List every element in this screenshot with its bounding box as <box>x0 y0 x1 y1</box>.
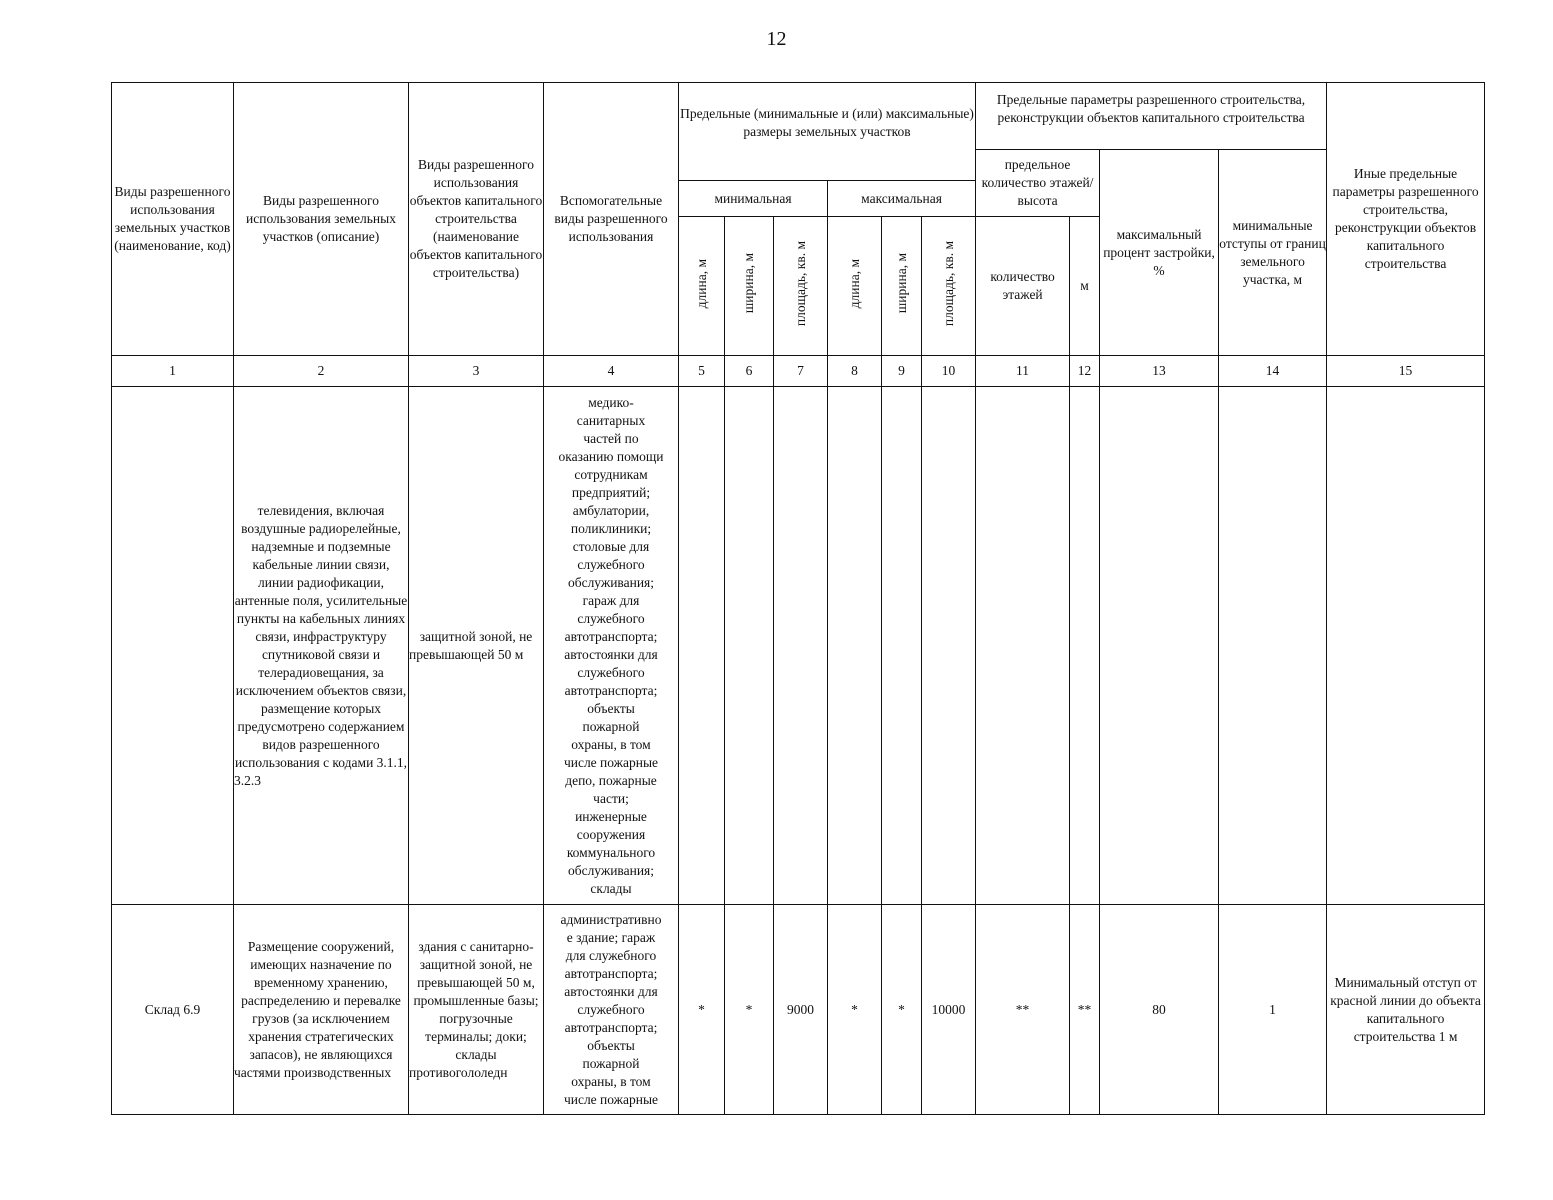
column-number: 11 <box>976 356 1070 387</box>
row-auxiliary-use: медико- санитарных частей по оказанию помощи сотрудникам предприятий; амбулатории, поликлиники; столовые для служебного обслуживания; гараж для служебного автотранспорта; автостоянки для служебного автотранспорта; объекты пожарной охраны, в том числе пожарные депо, пожарные части; инженерные сооружения коммунального обслуживания; склады <box>544 387 679 905</box>
row-min-area <box>774 387 828 905</box>
row-land-use-kind: Склад 6.9 <box>112 905 234 1115</box>
row-floors-count: ** <box>976 905 1070 1115</box>
column-number: 3 <box>409 356 544 387</box>
row-max-build-percent <box>1100 387 1219 905</box>
header-floors-count: количество этажей <box>976 217 1070 356</box>
row-floors-count <box>976 387 1070 905</box>
row-min-area: 9000 <box>774 905 828 1115</box>
header-land-use-kinds: Виды разрешенного использования земельных участков (наименование, код) <box>112 83 234 356</box>
column-number: 12 <box>1070 356 1100 387</box>
row-min-setback: 1 <box>1219 905 1327 1115</box>
table-row <box>112 387 1485 905</box>
header-max-build-percent: максимальный процент застройки, % <box>1100 150 1219 356</box>
row-max-build-percent: 80 <box>1100 905 1219 1115</box>
row-max-area <box>922 387 976 905</box>
header-min-width: ширина, м <box>725 217 774 356</box>
row-building-use-kinds: защитной зоной, не превышающей 50 м <box>409 387 544 905</box>
row-building-use-kinds: здания с санитарно-защитной зоной, не превышающей 50 м, промышленные базы; погрузочные терминалы; доки; склады противогололедн <box>409 905 544 1115</box>
header-floors-height: предельное количество этажей/высота <box>976 150 1100 217</box>
table-row <box>112 905 1485 1115</box>
page-number: 12 <box>766 28 787 50</box>
row-min-length <box>679 387 725 905</box>
column-number: 4 <box>544 356 679 387</box>
header-other-params: Иные предельные параметры разрешенного строительства, реконструкции объектов капитального строительства <box>1327 83 1485 356</box>
row-land-use-description: Размещение сооружений, имеющих назначение по временному хранению, распределению и перевалке грузов (за исключением хранения стратегических запасов), не являющихся частями производственных <box>234 905 409 1115</box>
row-max-area: 10000 <box>922 905 976 1115</box>
row-land-use-kind <box>112 387 234 905</box>
header-min-setback: минимальные отступы от границ земельного участка, м <box>1219 150 1327 356</box>
header-max-area: площадь, кв. м <box>922 217 976 356</box>
header-land-use-description: Виды разрешенного использования земельных участков (описание) <box>234 83 409 356</box>
row-auxiliary-use: административно е здание; гараж для служебного автотранспорта; автостоянки для служебного автотранспорта; объекты пожарной охраны, в том числе пожарные <box>544 905 679 1115</box>
row-other-params <box>1327 387 1485 905</box>
header-construction-params: Предельные параметры разрешенного строительства, реконструкции объектов капитального строительства <box>976 83 1327 150</box>
land-use-table <box>111 82 1485 1115</box>
column-number: 14 <box>1219 356 1327 387</box>
row-max-width <box>882 387 922 905</box>
column-number: 1 <box>112 356 234 387</box>
column-number: 2 <box>234 356 409 387</box>
row-min-width: * <box>725 905 774 1115</box>
row-min-length: * <box>679 905 725 1115</box>
header-meters: м <box>1070 217 1100 356</box>
column-numbers-row <box>112 356 1485 387</box>
header-minimum: минимальная <box>679 181 828 217</box>
row-land-use-description: телевидения, включая воздушные радиорелейные, надземные и подземные кабельные линии связи, линии радиофикации, антенные поля, усилительные пункты на кабельных линиях связи, инфраструктуру спутниковой связи и телерадиовещания, за исключением объектов связи, размещение которых предусмотрено содержанием видов разрешенного использования с кодами 3.1.1, 3.2.3 <box>234 387 409 905</box>
row-min-setback <box>1219 387 1327 905</box>
row-height-m: ** <box>1070 905 1100 1115</box>
column-number: 5 <box>679 356 725 387</box>
header-min-area: площадь, кв. м <box>774 217 828 356</box>
column-number: 15 <box>1327 356 1485 387</box>
row-other-params: Минимальный отступ от красной линии до объекта капитального строительства 1 м <box>1327 905 1485 1115</box>
header-plot-size-limits: Предельные (минимальные и (или) максимальные) размеры земельных участков <box>679 83 976 181</box>
header-maximum: максимальная <box>828 181 976 217</box>
header-auxiliary-use: Вспомогательные виды разрешенного использования <box>544 83 679 356</box>
header-building-use-kinds: Виды разрешенного использования объектов капитального строительства (наименование объектов капитального строительства) <box>409 83 544 356</box>
column-number: 6 <box>725 356 774 387</box>
column-number: 10 <box>922 356 976 387</box>
row-height-m <box>1070 387 1100 905</box>
column-number: 13 <box>1100 356 1219 387</box>
row-max-length: * <box>828 905 882 1115</box>
header-max-width: ширина, м <box>882 217 922 356</box>
column-number: 9 <box>882 356 922 387</box>
row-max-length <box>828 387 882 905</box>
column-number: 8 <box>828 356 882 387</box>
row-max-width: * <box>882 905 922 1115</box>
header-max-length: длина, м <box>828 217 882 356</box>
column-number: 7 <box>774 356 828 387</box>
header-min-length: длина, м <box>679 217 725 356</box>
row-min-width <box>725 387 774 905</box>
